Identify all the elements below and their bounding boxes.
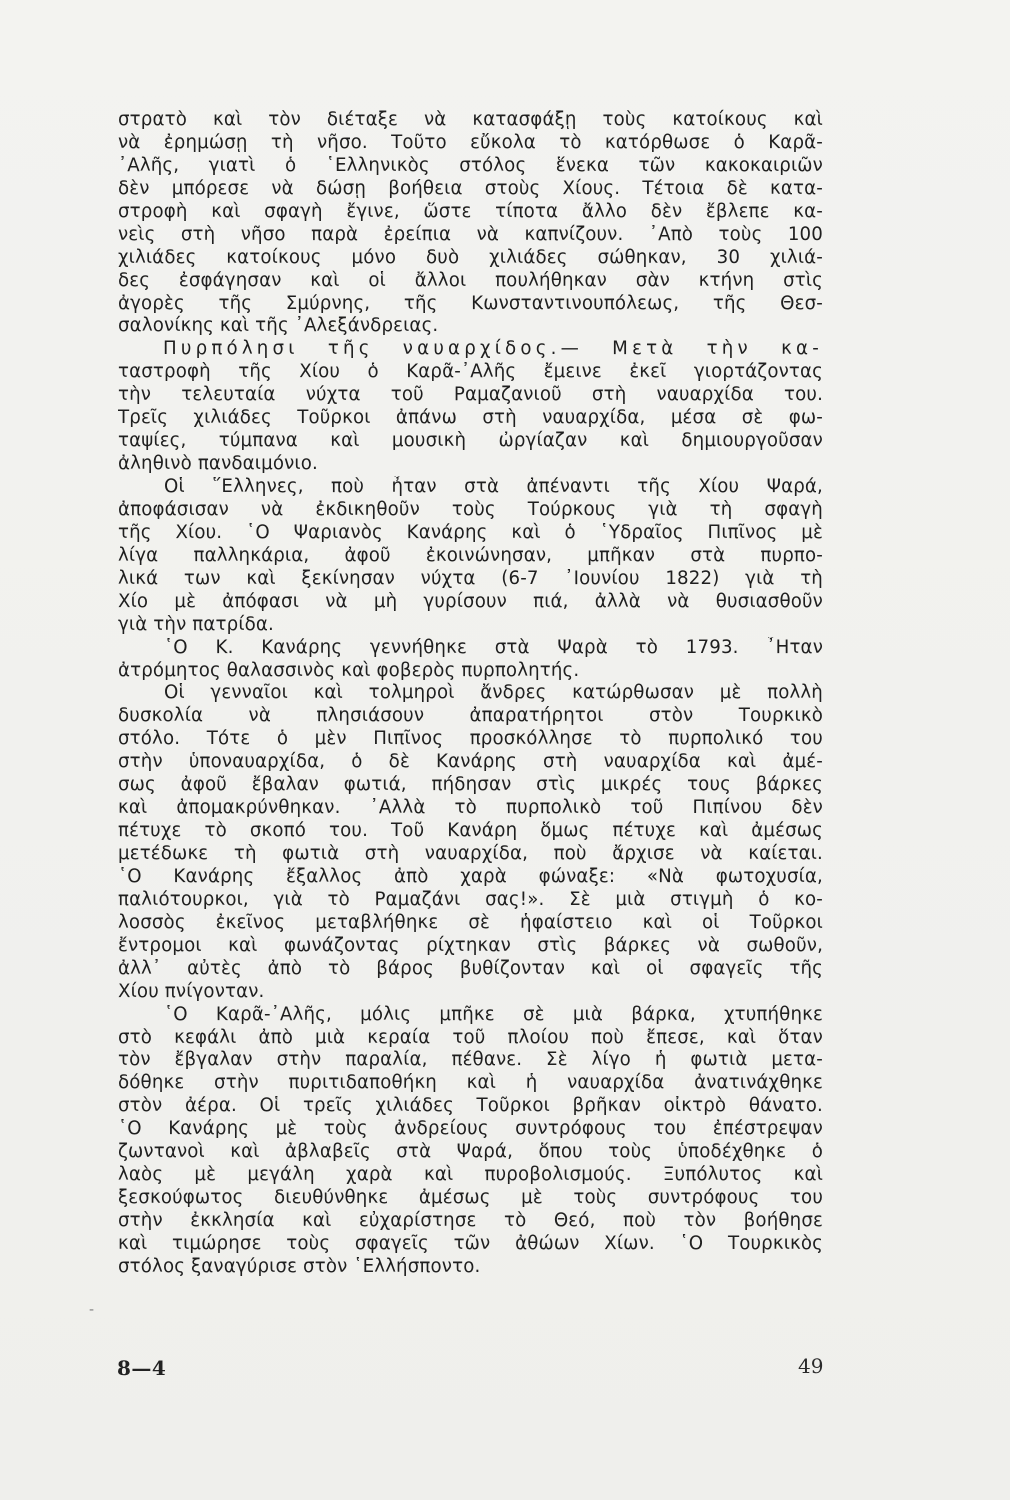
text-line-47: λαὸς μὲ μεγάλη χαρὰ καὶ πυροβολισμούς. Ξυπόλυτος καὶ <box>118 1164 823 1186</box>
text-line-37: ἔντρομοι καὶ φωνάζοντας ρίχτηκαν στὶς βάρκες νὰ σωθοῦν, <box>118 934 823 956</box>
text-line-45: ῾Ο Κανάρης μὲ τοὺς ἀνδρείους συντρόφους του ἐπέστρεψαν <box>118 1118 823 1140</box>
text-line-13: τὴν τελευταία νύχτα τοῦ Ραμαζανιοῦ στὴ ναυαρχίδα του. <box>118 384 823 406</box>
text-line-21: λικά των καὶ ξεκίνησαν νύχτα (6-7 ᾿Ιουνίου 1822) γιὰ τὴ <box>118 567 823 589</box>
page-number: 49 <box>798 1354 824 1378</box>
text-line-5: στροφὴ καὶ σφαγὴ ἔγινε, ὥστε τίποτα ἄλλο δὲν ἔβλεπε κα- <box>118 200 823 222</box>
text-line-44: στὸν ἀέρα. Οἱ τρεῖς χιλιάδες Τοῦρκοι βρῆκαν οἰκτρὸ θάνατο. <box>118 1095 823 1117</box>
signature-mark: 8—4 <box>117 1356 167 1380</box>
text-line-36: λοσσὸς ἐκεῖνος μεταβλήθηκε σὲ ἡφαίστειο καὶ οἱ Τοῦρκοι <box>118 911 823 933</box>
text-line-2: νὰ ἐρημώσῃ τὴ νῆσο. Τοῦτο εὔκολα τὸ κατόρθωσε ὁ Καρᾶ- <box>118 131 823 153</box>
text-line-40: ῾Ο Καρᾶ-᾿Αλῆς, μόλις μπῆκε σὲ μιὰ βάρκα, χτυπήθηκε <box>164 1003 823 1025</box>
text-line-6: νεὶς στὴ νῆσο παρὰ ἐρείπια νὰ καπνίζουν. ᾿Απὸ τοὺς 100 <box>118 223 823 245</box>
text-line-41: στὸ κεφάλι ἀπὸ μιὰ κεραία τοῦ πλοίου ποὺ ἔπεσε, καὶ ὅταν <box>118 1026 823 1048</box>
text-line-16: ἀληθινὸ πανδαιμόνιο. <box>118 453 318 475</box>
text-line-28: στόλο. Τότε ὁ μὲν Πιπῖνος προσκόλλησε τὸ πυρπολικό του <box>118 728 823 750</box>
text-line-19: τῆς Χίου. ῾Ο Ψαριανὸς Κανάρης καὶ ὁ ῾Υδραῖος Πιπῖνος μὲ <box>118 521 823 543</box>
text-line-34: ῾Ο Κανάρης ἔξαλλος ἀπὸ χαρὰ φώναξε: «Νὰ φωτοχυσία, <box>118 865 823 887</box>
main-text <box>118 109 823 1279</box>
margin-mark: - <box>89 1302 95 1318</box>
text-line-26: Οἱ γενναῖοι καὶ τολμηροὶ ἄνδρες κατώρθωσαν μὲ πολλὴ <box>164 682 823 704</box>
text-line-17: Οἱ ῞Ελληνες, ποὺ ἦταν στὰ ἀπέναντι τῆς Χίου Ψαρά, <box>164 476 823 497</box>
text-line-20: λίγα παλληκάρια, ἀφοῦ ἐκοινώνησαν, μπῆκαν στὰ πυρπο- <box>118 544 823 566</box>
section-heading-line: Πυρπόλησι τῆς ναυαρχίδος.— Μετὰ τὴν κα- <box>163 338 823 360</box>
text-line-7: χιλιάδες κατοίκους μόνο δυὸ χιλιάδες σώθηκαν, 30 χιλιά- <box>118 246 823 268</box>
text-line-31: καὶ ἀπομακρύνθηκαν. ᾿Αλλὰ τὸ πυρπολικὸ τοῦ Πιπίνου δὲν <box>118 797 823 819</box>
text-line-3: ᾿Αλῆς, γιατὶ ὁ ῾Ελληνικὸς στόλος ἕνεκα τῶν κακοκαιριῶν <box>118 154 823 176</box>
text-line-42: τὸν ἔβγαλαν στὴν παραλία, πέθανε. Σὲ λίγο ἡ φωτιὰ μετα- <box>118 1049 823 1071</box>
text-line-30: σως ἀφοῦ ἔβαλαν φωτιά, πήδησαν στὶς μικρές τους βάρκες <box>118 774 823 796</box>
text-line-22: Χίο μὲ ἀπόφασι νὰ μὴ γυρίσουν πιά, ἀλλὰ νὰ θυσιασθοῦν <box>118 590 823 612</box>
text-line-8: δες ἐσφάγησαν καὶ οἱ ἄλλοι πουλήθηκαν σὰν κτήνη στὶς <box>118 269 823 291</box>
text-line-14: Τρεῖς χιλιάδες Τοῦρκοι ἀπάνω στὴ ναυαρχίδα, μέσα σὲ φω- <box>118 407 823 429</box>
text-line-49: στὴν ἐκκλησία καὶ εὐχαρίστησε τὸ Θεό, ποὺ τὸν βοήθησε <box>118 1210 823 1231</box>
text-line-15: ταψίες, τύμπανα καὶ μουσικὴ ὠργίαζαν καὶ δημιουργοῦσαν <box>118 430 823 452</box>
text-line-32: πέτυχε τὸ σκοπό του. Τοῦ Κανάρη ὅμως πέτυχε καὶ ἀμέσως <box>118 820 823 842</box>
text-line-29: στὴν ὑποναυαρχίδα, ὁ δὲ Κανάρης στὴ ναυαρχίδα καὶ ἀμέ- <box>118 751 823 773</box>
text-line-24: ῾Ο Κ. Κανάρης γεννήθηκε στὰ Ψαρὰ τὸ 1793. ῏Ηταν <box>164 636 823 658</box>
text-line-39: Χίου πνίγονταν. <box>118 980 265 1002</box>
text-line-1: στρατὸ καὶ τὸν διέταξε νὰ κατασφάξῃ τοὺς κατοίκους καὶ <box>118 109 823 130</box>
text-line-10: σαλονίκης καὶ τῆς ᾿Αλεξάνδρειας. <box>118 315 439 337</box>
text-line-27: δυσκολία νὰ πλησιάσουν ἀπαρατήρητοι στὸν Τουρκικὸ <box>118 705 823 727</box>
text-line-12: ταστροφὴ τῆς Χίου ὁ Καρᾶ-᾿Αλῆς ἔμεινε ἐκεῖ γιορτάζοντας <box>118 361 823 383</box>
text-line-46: ζωντανοὶ καὶ ἀβλαβεῖς στὰ Ψαρά, ὅπου τοὺς ὑποδέχθηκε ὁ <box>118 1141 823 1163</box>
text-line-38: ἀλλ᾿ αὐτὲς ἀπὸ τὸ βάρος βυθίζονταν καὶ οἱ σφαγεῖς τῆς <box>118 957 823 979</box>
text-line-50: καὶ τιμώρησε τοὺς σφαγεῖς τῶν ἀθώων Χίων. ῾Ο Τουρκικὸς <box>118 1232 823 1254</box>
text-line-9: ἀγορὲς τῆς Σμύρνης, τῆς Κωνσταντινουπόλεως, τῆς Θεσ- <box>118 292 823 314</box>
text-line-33: μετέδωκε τὴ φωτιὰ στὴ ναυαρχίδα, ποὺ ἄρχισε νὰ καίεται. <box>118 843 823 864</box>
text-line-51: στόλος ξαναγύρισε στὸν ῾Ελλήσποντο. <box>118 1255 481 1277</box>
text-line-35: παλιότουρκοι, γιὰ τὸ Ραμαζάνι σας!». Σὲ μιὰ στιγμὴ ὁ κο- <box>118 888 823 910</box>
text-line-23: γιὰ τὴν πατρίδα. <box>118 613 274 635</box>
text-line-43: δόθηκε στὴν πυριτιδαποθήκη καὶ ἡ ναυαρχίδα ἀνατινάχθηκε <box>118 1072 823 1094</box>
text-line-18: ἀποφάσισαν νὰ ἐκδικηθοῦν τοὺς Τούρκους γιὰ τὴ σφαγὴ <box>118 498 823 520</box>
text-line-4: δὲν μπόρεσε νὰ δώσῃ βοήθεια στοὺς Χίους. Τέτοια δὲ κατα- <box>118 177 823 199</box>
text-line-25: ἀτρόμητος θαλασσινὸς καὶ φοβερὸς πυρπολητής. <box>118 659 580 681</box>
text-line-48: ξεσκούφωτος διευθύνθηκε ἀμέσως μὲ τοὺς συντρόφους του <box>118 1187 823 1209</box>
